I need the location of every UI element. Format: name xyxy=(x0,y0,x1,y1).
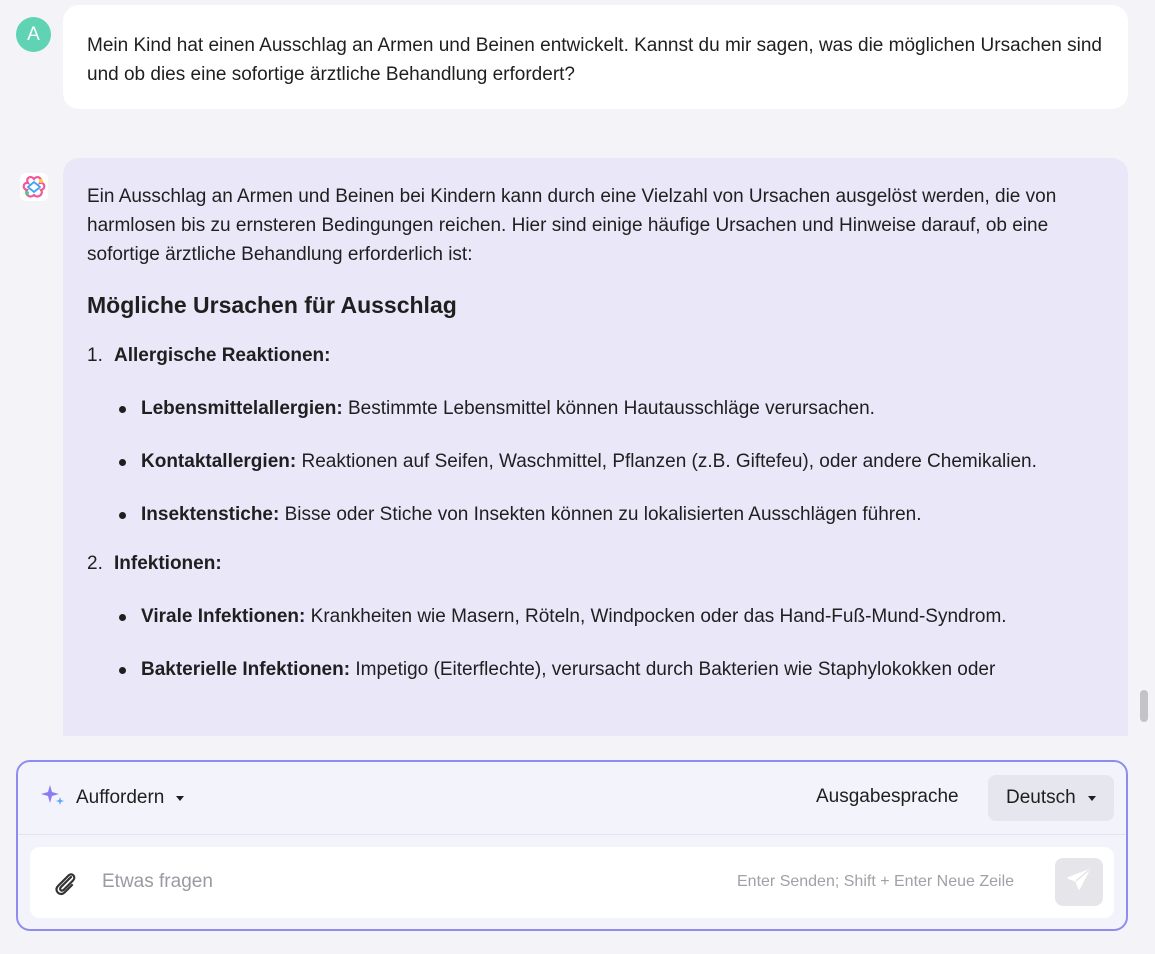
list-item-term: Bakterielle Infektionen: xyxy=(141,659,351,680)
sparkle-icon xyxy=(40,782,66,814)
list-item-term: Lebensmittelallergien: xyxy=(141,398,343,419)
list-item-term: Insektenstiche: xyxy=(141,504,280,525)
list-item-text: Bestimmte Lebensmittel können Hautausschläge verursachen. xyxy=(347,398,875,419)
bullet-list xyxy=(87,602,1104,684)
list-item-text: Reaktionen auf Seifen, Waschmittel, Pflanzen (z.B. Giftefeu), oder andere Chemikalien. xyxy=(301,451,1037,472)
list-section xyxy=(87,341,1104,370)
scrollbar-thumb[interactable] xyxy=(1140,690,1148,722)
output-language-label: Ausgabesprache xyxy=(816,786,959,807)
message-input[interactable] xyxy=(100,865,704,899)
user-message: Mein Kind hat einen Ausschlag an Armen und Beinen entwickelt. Kannst du mir sagen, was die möglichen Ursachen sind und ob dies eine sofortige ärztliche Behandlung erfordert? xyxy=(63,5,1128,109)
list-number: 1. xyxy=(87,345,103,366)
send-button[interactable] xyxy=(1055,858,1103,906)
assistant-intro: Ein Ausschlag an Armen und Beinen bei Kindern kann durch eine Vielzahl von Ursachen ausgelöst werden, die von harmlosen bis zu ernsteren Bedingungen reichen. Hier sind einige häufige Ursachen und Hinweise darauf, ob eine sofortige ärztliche Behandlung erforderlich ist: xyxy=(87,186,1057,265)
list-item-term: Kontaktallergien: xyxy=(141,451,297,472)
composer xyxy=(16,760,1128,931)
list-item xyxy=(114,394,1104,423)
user-avatar: A xyxy=(16,17,51,52)
list-item-text: Krankheiten wie Masern, Röteln, Windpocken oder das Hand-Fuß-Mund-Syndrom. xyxy=(310,606,1007,627)
list-item xyxy=(114,655,1104,684)
send-hint: Enter Senden; Shift + Enter Neue Zeile xyxy=(737,873,1015,890)
output-language-value: Deutsch xyxy=(1006,787,1076,808)
input-row xyxy=(30,847,1114,918)
list-section-title: Allergische Reaktionen: xyxy=(114,345,331,366)
output-language-select[interactable] xyxy=(988,775,1114,821)
bullet-list xyxy=(87,394,1104,529)
list-section xyxy=(87,549,1104,578)
list-item xyxy=(114,602,1104,631)
assistant-message xyxy=(63,158,1128,736)
paperclip-icon[interactable] xyxy=(51,868,79,898)
send-icon xyxy=(1066,867,1092,898)
list-item-term: Virale Infektionen: xyxy=(141,606,306,627)
prompt-dropdown-label: Auffordern xyxy=(76,787,165,808)
chevron-down-icon xyxy=(1088,796,1096,801)
chevron-down-icon xyxy=(176,796,184,801)
list-item xyxy=(114,500,1104,529)
assistant-heading: Mögliche Ursachen für Ausschlag xyxy=(87,292,457,318)
list-item-text: Impetigo (Eiterflechte), verursacht durch Bakterien wie Staphylokokken oder xyxy=(355,659,996,680)
prompt-dropdown[interactable] xyxy=(40,784,184,812)
list-item xyxy=(114,447,1104,476)
composer-toolbar xyxy=(18,762,1126,835)
list-number: 2. xyxy=(87,553,103,574)
list-item-text: Bisse oder Stiche von Insekten können zu lokalisierten Ausschlägen führen. xyxy=(284,504,922,525)
assistant-logo-icon xyxy=(20,173,48,201)
list-section-title: Infektionen: xyxy=(114,553,222,574)
